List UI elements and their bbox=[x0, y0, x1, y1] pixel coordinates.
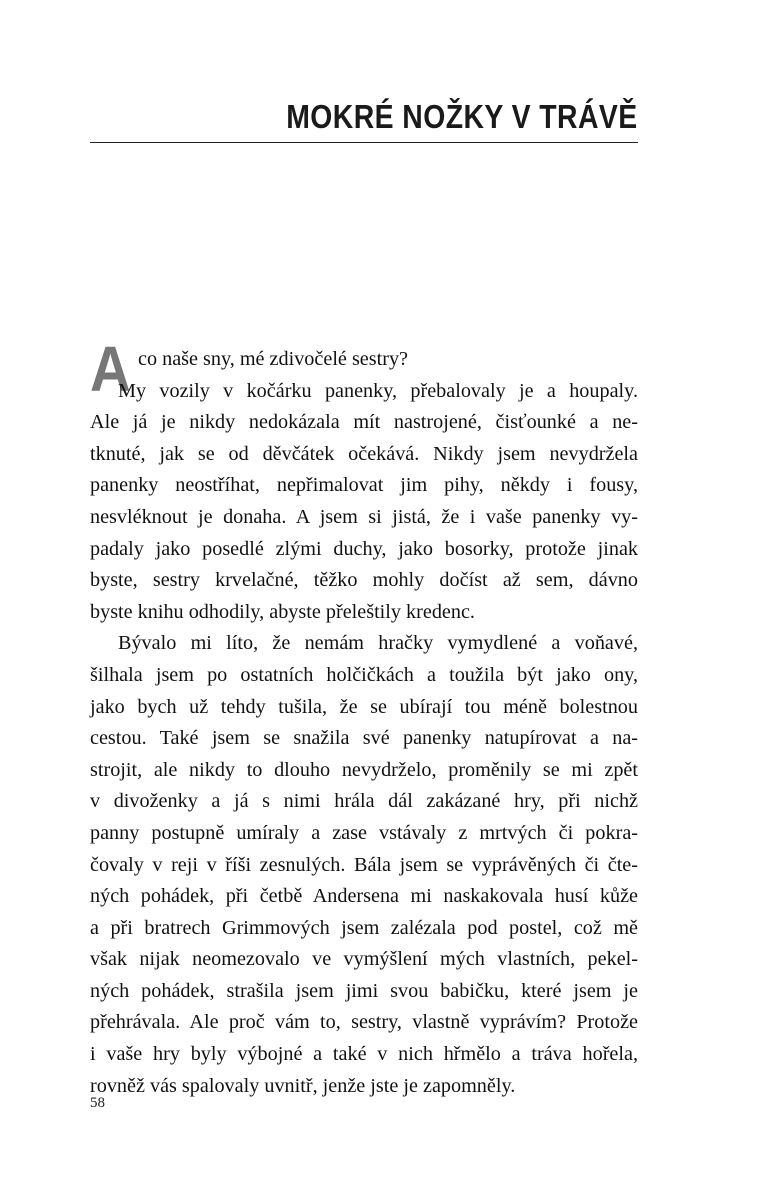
text-line: Ale já je nikdy nedokázala mít nastrojené, čisťounké a ne- bbox=[90, 411, 638, 434]
text-line: i vaše hry byly výbojné a také v nich hřmělo a tráva hořela, bbox=[90, 1043, 638, 1066]
text-line: co naše sny, mé zdivočelé sestry? bbox=[138, 348, 408, 370]
text-line: padaly jako posedlé zlými duchy, jako bosorky, protože jinak bbox=[90, 537, 638, 560]
text-line: v divoženky a já s nimi hrála dál zakázané hry, při nichž bbox=[90, 790, 638, 813]
text-line: přehrávala. Ale proč vám to, sestry, vlastně vyprávím? Protože bbox=[90, 1011, 638, 1034]
text-line: byste, sestry krvelačné, těžko mohly dočíst až sem, dávno bbox=[90, 569, 638, 592]
text-line: nesvléknout je donaha. A jsem si jistá, že i vaše panenky vy- bbox=[90, 505, 638, 528]
text-line: jako bych už tehdy tušila, že se ubírají tou méně bolestnou bbox=[90, 695, 638, 718]
text-line: byste knihu odhodily, abyste přeleštily kredenc. bbox=[90, 600, 475, 623]
text-line: ných pohádek, strašila jsem jimi svou babičku, které jsem je bbox=[90, 979, 638, 1002]
text-line: panny postupně umíraly a zase vstávaly z mrtvých či pokra- bbox=[90, 821, 638, 844]
text-line: panenky neostříhat, nepřimalovat jim pihy, někdy i fousy, bbox=[90, 474, 638, 497]
page-number: 58 bbox=[90, 1095, 105, 1111]
text-line: strojit, ale nikdy to dlouho nevydrželo, proměnily se mi zpět bbox=[90, 758, 638, 781]
text-line: ných pohádek, při četbě Andersena mi naskakovala husí kůže bbox=[90, 885, 638, 908]
text-line: My vozily v kočárku panenky, přebalovaly je a houpaly. bbox=[118, 379, 638, 402]
text-line: a při bratrech Grimmových jsem zalézala pod postel, což mě bbox=[90, 916, 638, 939]
text-line: však nijak neomezovalo ve vymýšlení mých vlastních, pekel- bbox=[90, 948, 638, 971]
drop-cap: A bbox=[90, 333, 131, 405]
chapter-title: MOKRÉ NOŽKY V TRÁVĚ bbox=[286, 98, 638, 135]
text-line: cestou. Také jsem se snažila své panenky natupírovat a na- bbox=[90, 727, 638, 750]
text-line: šilhala jsem po ostatních holčičkách a toužila být jako ony, bbox=[90, 663, 638, 686]
body-text bbox=[90, 344, 638, 1102]
text-line: rovněž vás spalovaly uvnitř, jenže jste je zapomněly. bbox=[90, 1074, 516, 1097]
text-line: Bývalo mi líto, že nemám hračky vymydlené a voňavé, bbox=[118, 632, 638, 655]
title-rule bbox=[90, 142, 638, 143]
text-line: čovaly v reji v říši zesnulých. Bála jsem se vyprávěných či čte- bbox=[90, 853, 638, 876]
text-line: tknuté, jak se od děvčátek očekává. Nikdy jsem nevydržela bbox=[90, 442, 638, 465]
